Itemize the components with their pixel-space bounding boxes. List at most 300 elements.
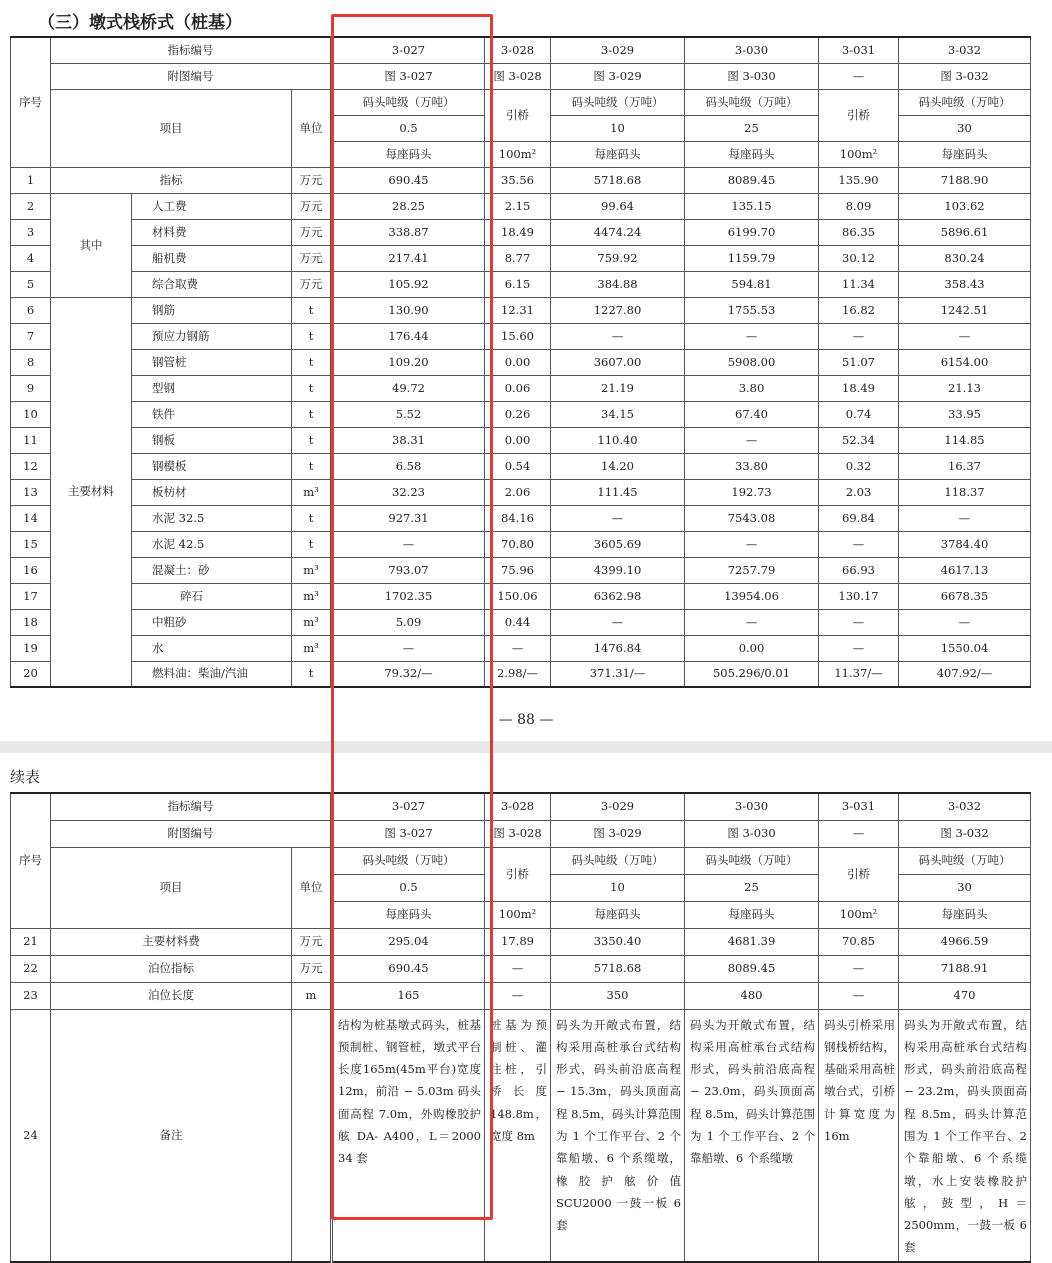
table-row [11, 323, 1031, 349]
code-cell: 3-028 [485, 793, 551, 820]
value-cell: 5.52 [332, 401, 485, 427]
value-cell: 35.56 [485, 167, 551, 193]
tonnage-label: 码头吨级（万吨） [685, 847, 819, 874]
value-cell: — [685, 427, 819, 453]
value-cell: 384.88 [551, 271, 685, 297]
value-cell: 0.32 [819, 453, 899, 479]
value-cell: 217.41 [332, 245, 485, 271]
table-row [11, 982, 1031, 1009]
value-cell: 5.09 [332, 609, 485, 635]
tonnage-label: 码头吨级（万吨） [332, 89, 485, 115]
value-cell: 70.80 [485, 531, 551, 557]
value-cell: 67.40 [685, 401, 819, 427]
value-cell: 111.45 [551, 479, 685, 505]
value-cell: 66.93 [819, 557, 899, 583]
row-item: 钢管桩 [132, 349, 292, 375]
value-cell: 135.15 [685, 193, 819, 219]
value-cell: — [819, 635, 899, 661]
value-cell: 4681.39 [685, 928, 819, 955]
value-cell: 8.09 [819, 193, 899, 219]
value-cell: 38.31 [332, 427, 485, 453]
row-item: 水泥 42.5 [132, 531, 292, 557]
value-cell: 75.96 [485, 557, 551, 583]
unit-basis: 每座码头 [551, 141, 685, 167]
row-unit: 万元 [292, 928, 332, 955]
unit-basis: 每座码头 [899, 901, 1031, 928]
row-item: 燃料油：柴油/汽油 [132, 661, 292, 687]
table-row [11, 583, 1031, 609]
tonnage-value: 25 [685, 874, 819, 901]
code-cell: 3-030 [685, 37, 819, 63]
unit-basis: 100m² [819, 901, 899, 928]
code-cell: 3-029 [551, 37, 685, 63]
value-cell: — [899, 609, 1031, 635]
figure-cell: 图 3-032 [899, 820, 1031, 847]
row-item: 指标 [51, 167, 292, 193]
row-item: 泊位指标 [51, 955, 292, 982]
value-cell: 7188.90 [899, 167, 1031, 193]
value-cell: 192.73 [685, 479, 819, 505]
value-cell: 3350.40 [551, 928, 685, 955]
row-number: 21 [11, 928, 51, 955]
value-cell: 52.34 [819, 427, 899, 453]
table-row [11, 167, 1031, 193]
table-row [11, 928, 1031, 955]
value-cell: 16.82 [819, 297, 899, 323]
figure-cell: 图 3-029 [551, 820, 685, 847]
table-row [11, 401, 1031, 427]
unit-basis: 每座码头 [685, 141, 819, 167]
unit-basis: 每座码头 [332, 141, 485, 167]
row-unit: 万元 [292, 193, 332, 219]
unit-header: 单位 [292, 847, 332, 928]
table-row [11, 219, 1031, 245]
row-number: 2 [11, 193, 51, 219]
row-number: 9 [11, 375, 51, 401]
value-cell: 135.90 [819, 167, 899, 193]
remarks-label: 备注 [51, 1009, 292, 1262]
tonnage-value: 0.5 [332, 874, 485, 901]
value-cell: 165 [332, 982, 485, 1009]
row-unit: 万元 [292, 955, 332, 982]
unit-basis: 100m² [819, 141, 899, 167]
value-cell: — [332, 531, 485, 557]
value-cell: 0.54 [485, 453, 551, 479]
row-number: 12 [11, 453, 51, 479]
value-cell: 30.12 [819, 245, 899, 271]
row-unit: t [292, 453, 332, 479]
value-cell: 33.95 [899, 401, 1031, 427]
value-cell: 2.03 [819, 479, 899, 505]
row-item: 板枋材 [132, 479, 292, 505]
table-row [11, 661, 1031, 687]
value-cell: 18.49 [819, 375, 899, 401]
value-cell: — [685, 531, 819, 557]
value-cell: 14.20 [551, 453, 685, 479]
tonnage-label: 码头吨级（万吨） [685, 89, 819, 115]
table-row [11, 375, 1031, 401]
value-cell: 12.31 [485, 297, 551, 323]
code-cell: 3-031 [819, 793, 899, 820]
value-cell: 0.00 [485, 427, 551, 453]
row-unit: t [292, 297, 332, 323]
table-row [11, 271, 1031, 297]
value-cell: 8.77 [485, 245, 551, 271]
row-number: 23 [11, 982, 51, 1009]
row-unit: t [292, 661, 332, 687]
item-header: 项目 [51, 847, 292, 928]
table-row [11, 245, 1031, 271]
group-label: 主要材料 [51, 297, 132, 687]
section-title: （三）墩式栈桥式（桩基） [38, 13, 242, 33]
code-cell: 3-032 [899, 37, 1031, 63]
figure-code-header: 附图编号 [51, 820, 332, 847]
value-cell: 0.26 [485, 401, 551, 427]
row-number: 11 [11, 427, 51, 453]
code-cell: 3-029 [551, 793, 685, 820]
value-cell: 86.35 [819, 219, 899, 245]
value-cell: 1755.53 [685, 297, 819, 323]
value-cell: 103.62 [899, 193, 1031, 219]
value-cell: 28.25 [332, 193, 485, 219]
value-cell: 69.84 [819, 505, 899, 531]
value-cell: — [485, 955, 551, 982]
tonnage-label: 码头吨级（万吨） [551, 89, 685, 115]
table-row [11, 505, 1031, 531]
value-cell: — [551, 323, 685, 349]
approach-bridge-label: 引桥 [819, 847, 899, 901]
tonnage-value: 30 [899, 874, 1031, 901]
row-number: 13 [11, 479, 51, 505]
value-cell: 79.32/— [332, 661, 485, 687]
figure-code-header: 附图编号 [51, 63, 332, 89]
row-number: 1 [11, 167, 51, 193]
value-cell: — [685, 323, 819, 349]
row-unit: 万元 [292, 271, 332, 297]
unit-header: 单位 [292, 89, 332, 167]
value-cell: 2.98/— [485, 661, 551, 687]
main-table [10, 36, 1031, 688]
value-cell: 11.37/— [819, 661, 899, 687]
value-cell: — [485, 982, 551, 1009]
remarks-row [11, 1009, 1031, 1262]
code-cell: 3-027 [332, 793, 485, 820]
value-cell: 793.07 [332, 557, 485, 583]
value-cell: 1159.79 [685, 245, 819, 271]
code-cell: 3-032 [899, 793, 1031, 820]
index-code-header: 指标编号 [51, 37, 332, 63]
table-row [11, 531, 1031, 557]
value-cell: 13954.06 [685, 583, 819, 609]
row-unit: m³ [292, 557, 332, 583]
value-cell: 350 [551, 982, 685, 1009]
value-cell: 3605.69 [551, 531, 685, 557]
value-cell: 927.31 [332, 505, 485, 531]
item-header: 项目 [51, 89, 292, 167]
value-cell: 0.44 [485, 609, 551, 635]
value-cell: 32.23 [332, 479, 485, 505]
table-row [11, 349, 1031, 375]
index-code-header: 指标编号 [51, 793, 332, 820]
table-row [11, 297, 1031, 323]
row-unit: t [292, 375, 332, 401]
row-unit: 万元 [292, 219, 332, 245]
row-unit [292, 1009, 332, 1262]
value-cell: 4966.59 [899, 928, 1031, 955]
value-cell: 470 [899, 982, 1031, 1009]
figure-cell: 图 3-027 [332, 820, 485, 847]
value-cell: 8089.45 [685, 955, 819, 982]
continued-table [10, 792, 1031, 1263]
row-unit: 万元 [292, 245, 332, 271]
table-row [11, 193, 1031, 219]
value-cell: 295.04 [332, 928, 485, 955]
value-cell: 1476.84 [551, 635, 685, 661]
table-row [11, 453, 1031, 479]
figure-cell: 图 3-027 [332, 63, 485, 89]
value-cell: 49.72 [332, 375, 485, 401]
figure-cell: — [819, 63, 899, 89]
row-unit: t [292, 349, 332, 375]
value-cell: 70.85 [819, 928, 899, 955]
value-cell: 4617.13 [899, 557, 1031, 583]
row-item: 碎石 [132, 583, 292, 609]
figure-cell: 图 3-032 [899, 63, 1031, 89]
row-number: 16 [11, 557, 51, 583]
remark-cell: 结构为桩基墩式码头，桩基预制桩、钢管桩，墩式平台长度165m(45m平台)宽度12m，前沿 − 5.03m 码头面高程 7.0m，外购橡胶护舷 DA- A400，L＝2000 34 套 [332, 1009, 485, 1262]
row-unit: t [292, 401, 332, 427]
value-cell: 6678.35 [899, 583, 1031, 609]
tonnage-label: 码头吨级（万吨） [551, 847, 685, 874]
value-cell: 4474.24 [551, 219, 685, 245]
value-cell: 0.06 [485, 375, 551, 401]
value-cell: 594.81 [685, 271, 819, 297]
row-item: 水 [132, 635, 292, 661]
row-number: 3 [11, 219, 51, 245]
row-unit: t [292, 427, 332, 453]
row-item: 钢模板 [132, 453, 292, 479]
value-cell: 830.24 [899, 245, 1031, 271]
value-cell: 7543.08 [685, 505, 819, 531]
remark-cell: 码头引桥采用钢栈桥结构，基础采用高桩墩台式，引桥计算宽度为 16m [819, 1009, 899, 1262]
value-cell: — [551, 609, 685, 635]
row-number: 8 [11, 349, 51, 375]
value-cell: 6362.98 [551, 583, 685, 609]
row-item: 泊位长度 [51, 982, 292, 1009]
value-cell: 33.80 [685, 453, 819, 479]
unit-basis: 每座码头 [332, 901, 485, 928]
row-unit: m³ [292, 583, 332, 609]
value-cell: 5896.61 [899, 219, 1031, 245]
row-number: 14 [11, 505, 51, 531]
value-cell: 105.92 [332, 271, 485, 297]
value-cell: 130.90 [332, 297, 485, 323]
value-cell: 176.44 [332, 323, 485, 349]
value-cell: 371.31/— [551, 661, 685, 687]
value-cell: 690.45 [332, 955, 485, 982]
row-unit: m [292, 982, 332, 1009]
value-cell: 11.34 [819, 271, 899, 297]
value-cell: 51.07 [819, 349, 899, 375]
row-number: 17 [11, 583, 51, 609]
value-cell: 130.17 [819, 583, 899, 609]
group-label: 其中 [51, 193, 132, 297]
value-cell: 21.19 [551, 375, 685, 401]
value-cell: 17.89 [485, 928, 551, 955]
value-cell: 0.00 [485, 349, 551, 375]
value-cell: 99.64 [551, 193, 685, 219]
tonnage-value: 25 [685, 115, 819, 141]
table-row [11, 609, 1031, 635]
figure-cell: 图 3-030 [685, 820, 819, 847]
unit-basis: 每座码头 [551, 901, 685, 928]
unit-basis: 每座码头 [685, 901, 819, 928]
table-row [11, 635, 1031, 661]
figure-cell: 图 3-028 [485, 63, 551, 89]
value-cell: — [551, 505, 685, 531]
tonnage-value: 30 [899, 115, 1031, 141]
remark-cell: 码头为开敞式布置，结构采用高桩承台式结构形式，码头前沿底高程 − 23.0m，码头顶面高程 8.5m，码头计算范围为 1 个工作平台、2 个靠船墩、6 个系缆墩 [685, 1009, 819, 1262]
value-cell: 0.00 [685, 635, 819, 661]
value-cell: 6199.70 [685, 219, 819, 245]
value-cell: — [819, 982, 899, 1009]
value-cell: 3607.00 [551, 349, 685, 375]
continued-table-title: 续表 [10, 768, 41, 786]
row-item: 主要材料费 [51, 928, 292, 955]
value-cell: 1550.04 [899, 635, 1031, 661]
tonnage-label: 码头吨级（万吨） [332, 847, 485, 874]
value-cell: 6154.00 [899, 349, 1031, 375]
value-cell: — [819, 323, 899, 349]
row-item: 铁件 [132, 401, 292, 427]
row-item: 人工费 [132, 193, 292, 219]
value-cell: — [819, 531, 899, 557]
value-cell: 34.15 [551, 401, 685, 427]
row-item: 混凝土：砂 [132, 557, 292, 583]
value-cell: 114.85 [899, 427, 1031, 453]
approach-bridge-label: 引桥 [819, 89, 899, 141]
value-cell: 7257.79 [685, 557, 819, 583]
value-cell: — [332, 635, 485, 661]
value-cell: 480 [685, 982, 819, 1009]
value-cell: — [485, 635, 551, 661]
table-row [11, 557, 1031, 583]
row-number: 7 [11, 323, 51, 349]
value-cell: 150.06 [485, 583, 551, 609]
value-cell: 0.74 [819, 401, 899, 427]
row-number: 18 [11, 609, 51, 635]
approach-bridge-label: 引桥 [485, 89, 551, 141]
value-cell: 84.16 [485, 505, 551, 531]
figure-cell: 图 3-029 [551, 63, 685, 89]
value-cell: 2.15 [485, 193, 551, 219]
unit-basis: 每座码头 [899, 141, 1031, 167]
value-cell: 118.37 [899, 479, 1031, 505]
value-cell: 18.49 [485, 219, 551, 245]
row-unit: 万元 [292, 167, 332, 193]
remark-cell: 码头为开敞式布置，结构采用高桩承台式结构形式，码头前沿底高程 − 23.2m，码头顶面高程 8.5m，码头计算范围为 1 个工作平台、2 个靠船墩、6 个系缆墩，水上安装橡胶护舷，鼓型，H＝2500mm，一鼓一板 6 套 [899, 1009, 1031, 1262]
value-cell: 7188.91 [899, 955, 1031, 982]
table-row [11, 955, 1031, 982]
row-number: 10 [11, 401, 51, 427]
value-cell: 1702.35 [332, 583, 485, 609]
row-item: 型钢 [132, 375, 292, 401]
value-cell: 690.45 [332, 167, 485, 193]
table-row [11, 427, 1031, 453]
value-cell: 6.58 [332, 453, 485, 479]
code-cell: 3-031 [819, 37, 899, 63]
value-cell: 3.80 [685, 375, 819, 401]
value-cell: 110.40 [551, 427, 685, 453]
tonnage-value: 10 [551, 115, 685, 141]
figure-cell: 图 3-028 [485, 820, 551, 847]
unit-basis: 100m² [485, 141, 551, 167]
row-unit: m³ [292, 609, 332, 635]
seq-header: 序号 [11, 793, 51, 928]
row-number: 6 [11, 297, 51, 323]
page-separator [0, 741, 1052, 753]
row-item: 水泥 32.5 [132, 505, 292, 531]
value-cell: 21.13 [899, 375, 1031, 401]
row-unit: t [292, 323, 332, 349]
row-unit: m³ [292, 479, 332, 505]
tonnage-label: 码头吨级（万吨） [899, 847, 1031, 874]
value-cell: 5908.00 [685, 349, 819, 375]
code-cell: 3-028 [485, 37, 551, 63]
value-cell: 6.15 [485, 271, 551, 297]
row-item: 预应力钢筋 [132, 323, 292, 349]
row-number: 15 [11, 531, 51, 557]
row-item: 钢板 [132, 427, 292, 453]
value-cell: 15.60 [485, 323, 551, 349]
row-number: 22 [11, 955, 51, 982]
value-cell: 109.20 [332, 349, 485, 375]
value-cell: 5718.68 [551, 955, 685, 982]
value-cell: — [819, 955, 899, 982]
row-number: 19 [11, 635, 51, 661]
value-cell: 4399.10 [551, 557, 685, 583]
value-cell: 2.06 [485, 479, 551, 505]
value-cell: 407.92/— [899, 661, 1031, 687]
row-item: 船机费 [132, 245, 292, 271]
figure-cell: 图 3-030 [685, 63, 819, 89]
value-cell: 16.37 [899, 453, 1031, 479]
figure-cell: — [819, 820, 899, 847]
value-cell: — [819, 609, 899, 635]
remark-cell: 码头为开敞式布置，结构采用高桩承台式结构形式，码头前沿底高程 − 15.3m，码头顶面高程 8.5m，码头计算范围为 1 个工作平台、2 个靠船墩、6 个系缆墩，橡胶护舷价值 SCU2000 一鼓一板 6 套 [551, 1009, 685, 1262]
value-cell: 3784.40 [899, 531, 1031, 557]
value-cell: 505.296/0.01 [685, 661, 819, 687]
row-number: 24 [11, 1009, 51, 1262]
value-cell: — [899, 505, 1031, 531]
page-number: — 88 — [498, 712, 554, 728]
value-cell: 759.92 [551, 245, 685, 271]
tonnage-label: 码头吨级（万吨） [899, 89, 1031, 115]
row-unit: t [292, 531, 332, 557]
tonnage-value: 10 [551, 874, 685, 901]
code-cell: 3-027 [332, 37, 485, 63]
approach-bridge-label: 引桥 [485, 847, 551, 901]
seq-header: 序号 [11, 37, 51, 167]
row-number: 4 [11, 245, 51, 271]
row-item: 综合取费 [132, 271, 292, 297]
row-item: 中粗砂 [132, 609, 292, 635]
value-cell: 1227.80 [551, 297, 685, 323]
value-cell: 8089.45 [685, 167, 819, 193]
unit-basis: 100m² [485, 901, 551, 928]
code-cell: 3-030 [685, 793, 819, 820]
row-item: 钢筋 [132, 297, 292, 323]
